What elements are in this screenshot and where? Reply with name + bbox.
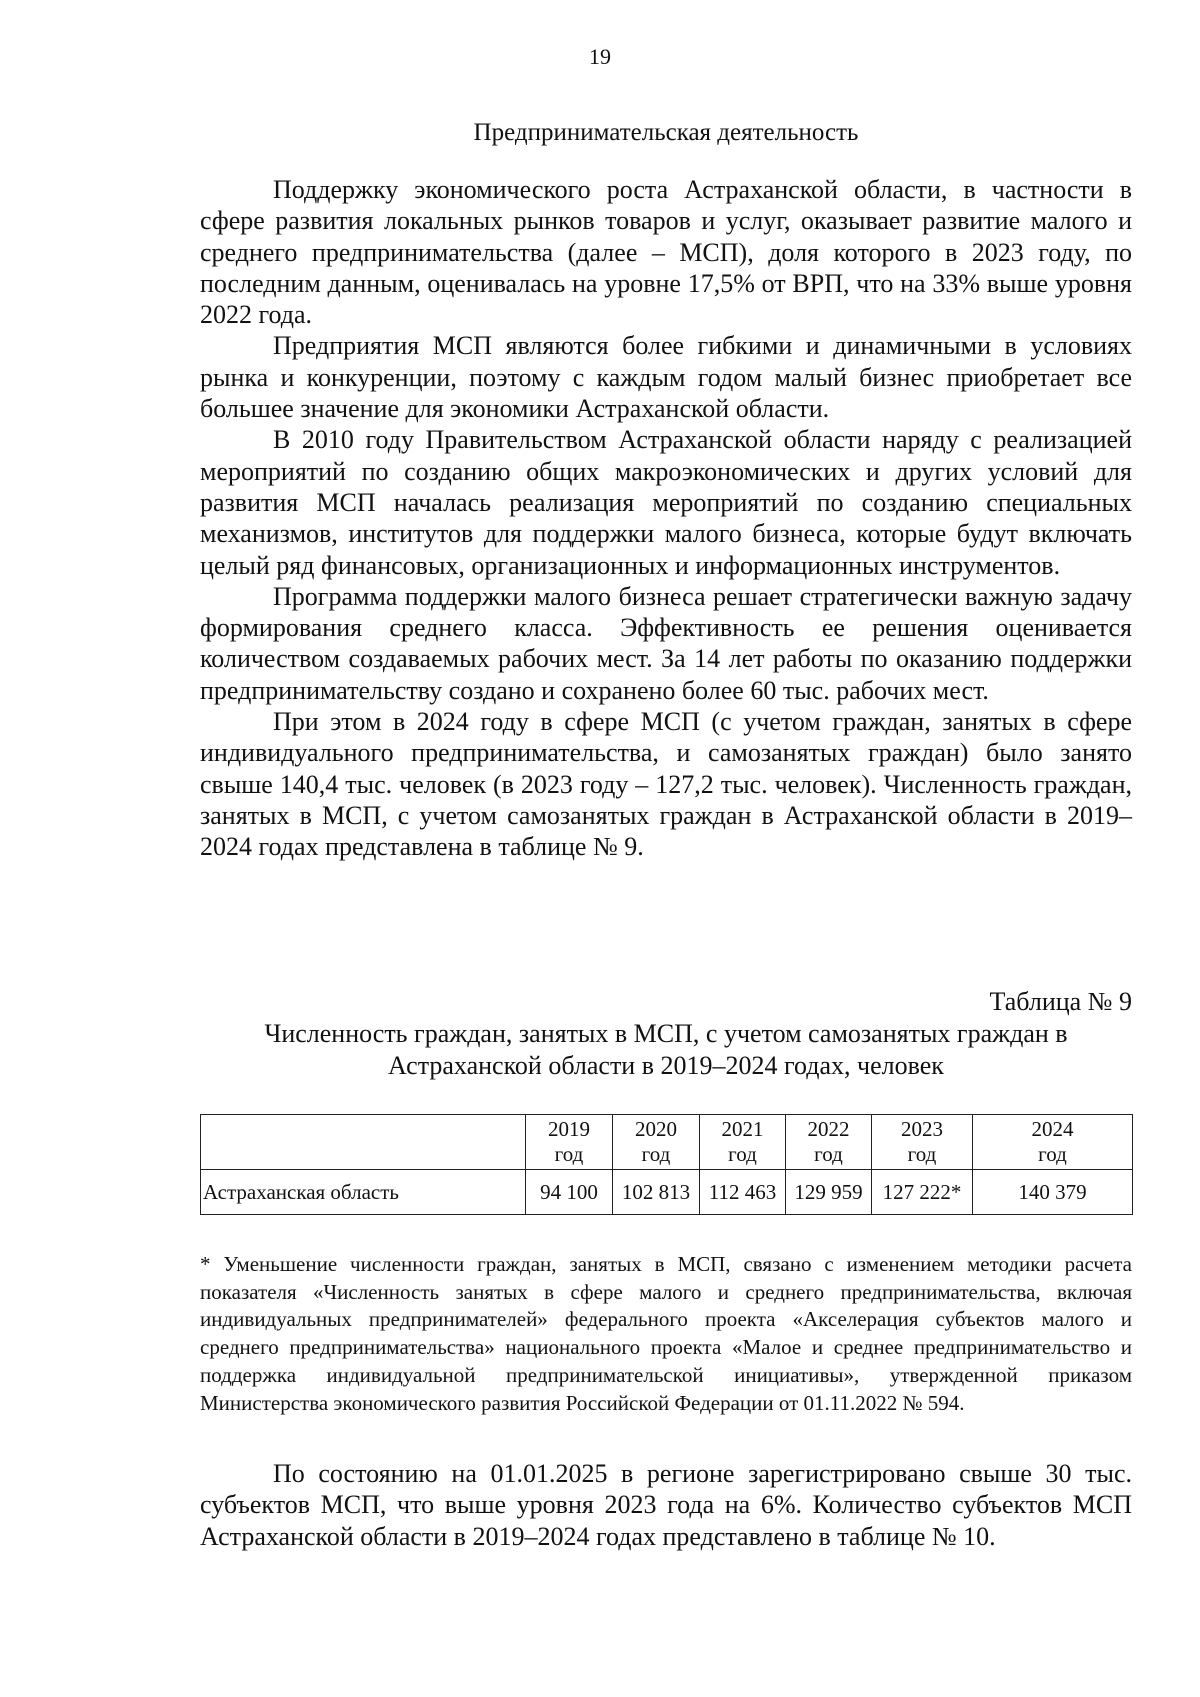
table-title-line: Астраханской области в 2019–2024 годах, человек xyxy=(388,1051,944,1080)
table-header-year xyxy=(613,1115,700,1170)
header-year: 2020 xyxy=(635,1117,677,1141)
intro-text xyxy=(200,174,1132,863)
table-header-year xyxy=(526,1115,613,1170)
header-unit: год xyxy=(814,1142,843,1166)
table-header-year xyxy=(973,1115,1133,1170)
table-header-year xyxy=(700,1115,786,1170)
header-year: 2019 xyxy=(548,1117,590,1141)
page-number: 19 xyxy=(589,44,611,69)
table-title xyxy=(200,1018,1132,1082)
table-cell-region: Астраханская область xyxy=(201,1170,526,1215)
closing-text xyxy=(200,1458,1132,1552)
header-year: 2024 xyxy=(1031,1117,1074,1141)
header-unit: год xyxy=(1038,1142,1067,1166)
header-year: 2022 xyxy=(807,1117,850,1141)
table-cell-value: 112 463 xyxy=(700,1170,786,1215)
header-year: 2021 xyxy=(721,1117,764,1141)
paragraph: В 2010 году Правительством Астраханской области наряду с реализацией мероприятий по созданию общих макроэкономических и других условий для развития МСП началась реализация мероприятий по созданию специальных механизмов, институтов для поддержки малого бизнеса, которые будут включать целый ряд финансовых, организационных и информационных инструментов. xyxy=(200,425,1132,580)
header-unit: год xyxy=(907,1142,937,1166)
footnote: * Уменьшение численности граждан, занятых в МСП, связано с изменением методики расчета показателя «Численность занятых в сфере малого и среднего предпринимательства, включая индивидуальных предпринимателей» федерального проекта «Акселерация субъектов малого и среднего предпринимательства» национального проекта «Малое и среднее предпринимательство и поддержка индивидуальной предпринимательской инициативы», утвержденной приказом Министерства экономического развития Российской Федерации от 01.11.2022 № 594. xyxy=(200,1252,1132,1415)
table-cell-value: 127 222* xyxy=(872,1170,973,1215)
table-cell-value: 102 813 xyxy=(613,1170,700,1215)
header-unit: год xyxy=(554,1142,584,1166)
table-header-empty xyxy=(201,1115,526,1170)
table-label: Таблица № 9 xyxy=(989,987,1132,1016)
header-unit: год xyxy=(728,1142,757,1166)
table-cell-value: 129 959 xyxy=(786,1170,872,1215)
table-title-line: Численность граждан, занятых в МСП, с учетом самозанятых граждан в xyxy=(264,1019,1068,1048)
paragraph: Предприятия МСП являются более гибкими и динамичными в условиях рынка и конкуренции, поэтому с каждым годом малый бизнес приобретает все большее значение для экономики Астраханской области. xyxy=(200,331,1132,424)
table-cell-value: 94 100 xyxy=(526,1170,613,1215)
table-header-year xyxy=(872,1115,973,1170)
table-header-row xyxy=(201,1115,1133,1170)
employment-table xyxy=(200,1114,1133,1215)
header-year: 2023 xyxy=(901,1117,943,1141)
paragraph: По состоянию на 01.01.2025 в регионе зарегистрировано свыше 30 тыс. субъектов МСП, что выше уровня 2023 года на 6%. Количество субъектов МСП Астраханской области в 2019–2024 годах представлено в таблице № 10. xyxy=(200,1459,1132,1551)
table-header-year xyxy=(786,1115,872,1170)
table-row xyxy=(201,1170,1133,1215)
paragraph: Поддержку экономического роста Астраханской области, в частности в сфере развития локальных рынков товаров и услуг, оказывает развитие малого и среднего предпринимательства (далее – МСП), доля которого в 2023 году, по последним данным, оценивалась на уровне 17,5% от ВРП, что на 33% выше уровня 2022 года. xyxy=(200,175,1132,330)
section-title: Предпринимательская деятельность xyxy=(473,119,859,146)
table-cell-value: 140 379 xyxy=(973,1170,1133,1215)
paragraph: При этом в 2024 году в сфере МСП (с учетом граждан, занятых в сфере индивидуального предпринимательства, и самозанятых граждан) было занято свыше 140,4 тыс. человек (в 2023 году – 127,2 тыс. человек). Численность граждан, занятых в МСП, с учетом самозанятых граждан в Астраханской области в 2019–2024 годах представлена в таблице № 9. xyxy=(200,707,1132,862)
header-unit: год xyxy=(641,1142,671,1166)
paragraph: Программа поддержки малого бизнеса решает стратегически важную задачу формирования среднего класса. Эффективность ее решения оценивается количеством создаваемых рабочих мест. За 14 лет работы по оказанию поддержки предпринимательству создано и сохранено более 60 тыс. рабочих мест. xyxy=(200,581,1132,705)
